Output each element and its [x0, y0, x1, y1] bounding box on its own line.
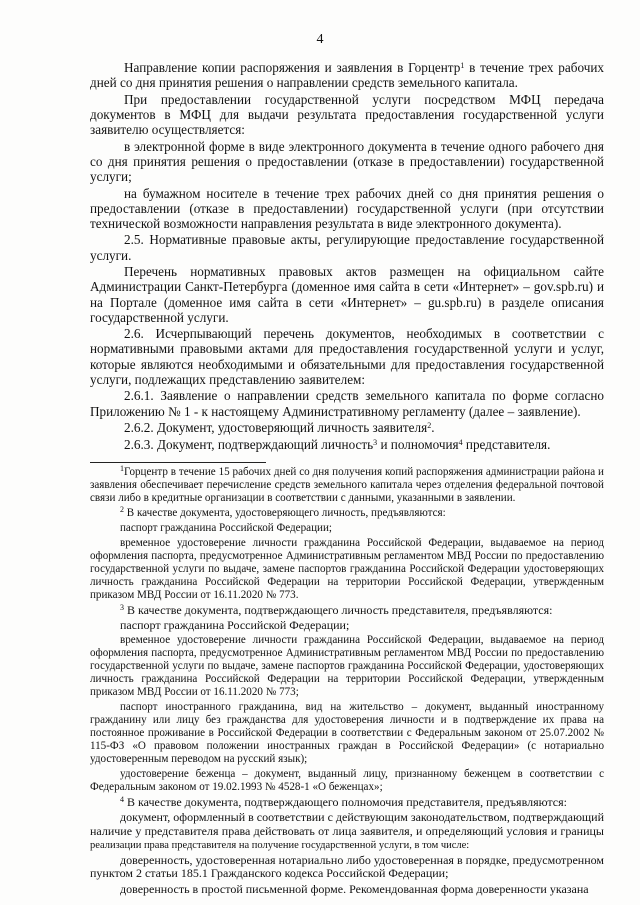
footnote-item: паспорт иностранного гражданина, вид на жительство – документ, выданный иностранному гражданину или лицу без гражданства для удостоверения личности и в подтверждение их права на постоянное проживание в Российской Федерации в соответствии с Федеральным законом от 25.07.2002 № 115-ФЗ «О правовом положении иностранных граждан в Российской Федерации» (с нотариально удостоверенным переводом на русский язык); [90, 701, 604, 766]
footnote-ref: 2 [427, 421, 432, 431]
footnotes [90, 466, 604, 898]
page-number: 4 [316, 32, 324, 47]
body-paragraph: При предоставлении государственной услуги посредством МФЦ передача документов в МФЦ для выдачи результата предоставления государственной услуги заявителю осуществляется: [90, 91, 604, 138]
footnote: $^1$Горцентр в течение 15 рабочих дней со дня получения копий распоряжения администрации района и заявления обеспечивает перечисление средств земельного капитала через отделения федеральной почтовой связи либо в кредитные организации в соответствии с данными, указанными в заявлении. [90, 464, 604, 505]
footnote-ref: 4 [458, 437, 463, 447]
body-paragraph: на бумажном носителе в течение трех рабочих дней со дня принятия решения о предоставлении (отказе в предоставлении) государственной услуги (при отсутствии технической возможности направления результата в виде электронного документа). [90, 185, 604, 231]
footnote: $^4$ В качестве документа, подтверждающего полномочия представителя, предъявляются: [120, 795, 567, 810]
footnote-item: паспорт гражданина Российской Федерации; [120, 617, 350, 632]
body-paragraph: в электронной форме в виде электронного документа в течение одного рабочего дня со дня принятия решения о предоставлении (отказе в предоставлении) государственной услуги; [90, 138, 604, 185]
list-item: 2.6.1. Заявление о направлении средств земельного капитала по форме согласно Приложению № 1 - к настоящему Административному регламенту (далее – заявление). [90, 388, 604, 419]
footnote-item: временное удостоверение личности гражданина Российской Федерации, выдаваемое на период оформления паспорта, предусмотренное Административным регламентом МВД России по предоставлению государственной услуги по выдаче, замене паспортов гражданина Российской Федерации, удостоверяющих личность гражданина Российской Федерации на территории Российской Федерации, утвержденным приказом МВД России от 16.11.2020 № 773; [90, 633, 604, 699]
body-paragraph: Направление копии распоряжения и заявления в Горцентр$^1$ в течение трех рабочих дней со дня принятия решения о направлении средств земельного капитала. [90, 60, 604, 91]
main-text [90, 60, 604, 453]
footnote-item: документ, оформленный в соответствии с действующим законодательством, подтверждающий наличие у представителя права действовать от лица заявителя, и определяющий условия и границы реализации права представителя на получение государственной услуги, в том числе: [90, 810, 604, 851]
footnote-ref: 1 [460, 61, 465, 70]
list-item: 2.6.2. Документ, удостоверяющий личность заявителя$^2$. [124, 420, 435, 436]
section-heading: 2.6. Исчерпывающий перечень документов, необходимых в соответствии с нормативными правовыми актами для предоставления государственной услуги и услуг, которые являются необходимыми и обязательными для предоставления государственной услуги, подлежащих представлению заявителем: [90, 326, 604, 387]
footnote-item: доверенность, удостоверенная нотариально либо удостоверенная в порядке, предусмотренном пунктом 2 статьи 185.1 Гражданского кодекса Российской Федерации; [90, 853, 604, 881]
body-paragraph: Перечень нормативных правовых актов размещен на официальном сайте Администрации Санкт-Петербурга (доменное имя сайта в сети «Интернет» – gov.spb.ru) и на Портале (доменное имя сайта в сети «Интернет» – gu.spb.ru) в разделе описания государственной услуги. [90, 264, 604, 325]
footnote: $^3$ В качестве документа, подтверждающего личность представителя, предъявляются: [120, 602, 553, 617]
footnote-item: доверенность в простой письменной форме. Рекомендованная форма доверенности указана [120, 881, 589, 896]
list-item: 2.6.3. Документ, подтверждающий личность$^3$ и полномочия$^4$ представителя. [124, 436, 551, 452]
section-heading: 2.5. Нормативные правовые акты, регулирующие предоставление государственной услуги. [90, 232, 604, 263]
footnote-item: временное удостоверение личности гражданина Российской Федерации, выдаваемое на период оформления паспорта, предусмотренное Административным регламентом МВД России по предоставлению государственной услуги по выдаче, замене паспортов гражданина Российской Федерации удостоверяющих личность гражданина Российской Федерации на территории Российской Федерации, утвержденным приказом МВД России от 16.11.2020 № 773. [90, 536, 604, 601]
footnote-item: паспорт гражданина Российской Федерации; [120, 521, 332, 534]
footnote-item: удостоверение беженца – документ, выданный лицу, признанному беженцем в соответствии с Федеральным законом от 19.02.1993 № 4528-1 «О беженцах»; [90, 768, 604, 794]
footnote-divider [90, 462, 266, 463]
footnote: $^2$ В качестве документа, удостоверяющего личность, предъявляются: [120, 504, 446, 519]
footnote-ref: 3 [373, 437, 378, 447]
